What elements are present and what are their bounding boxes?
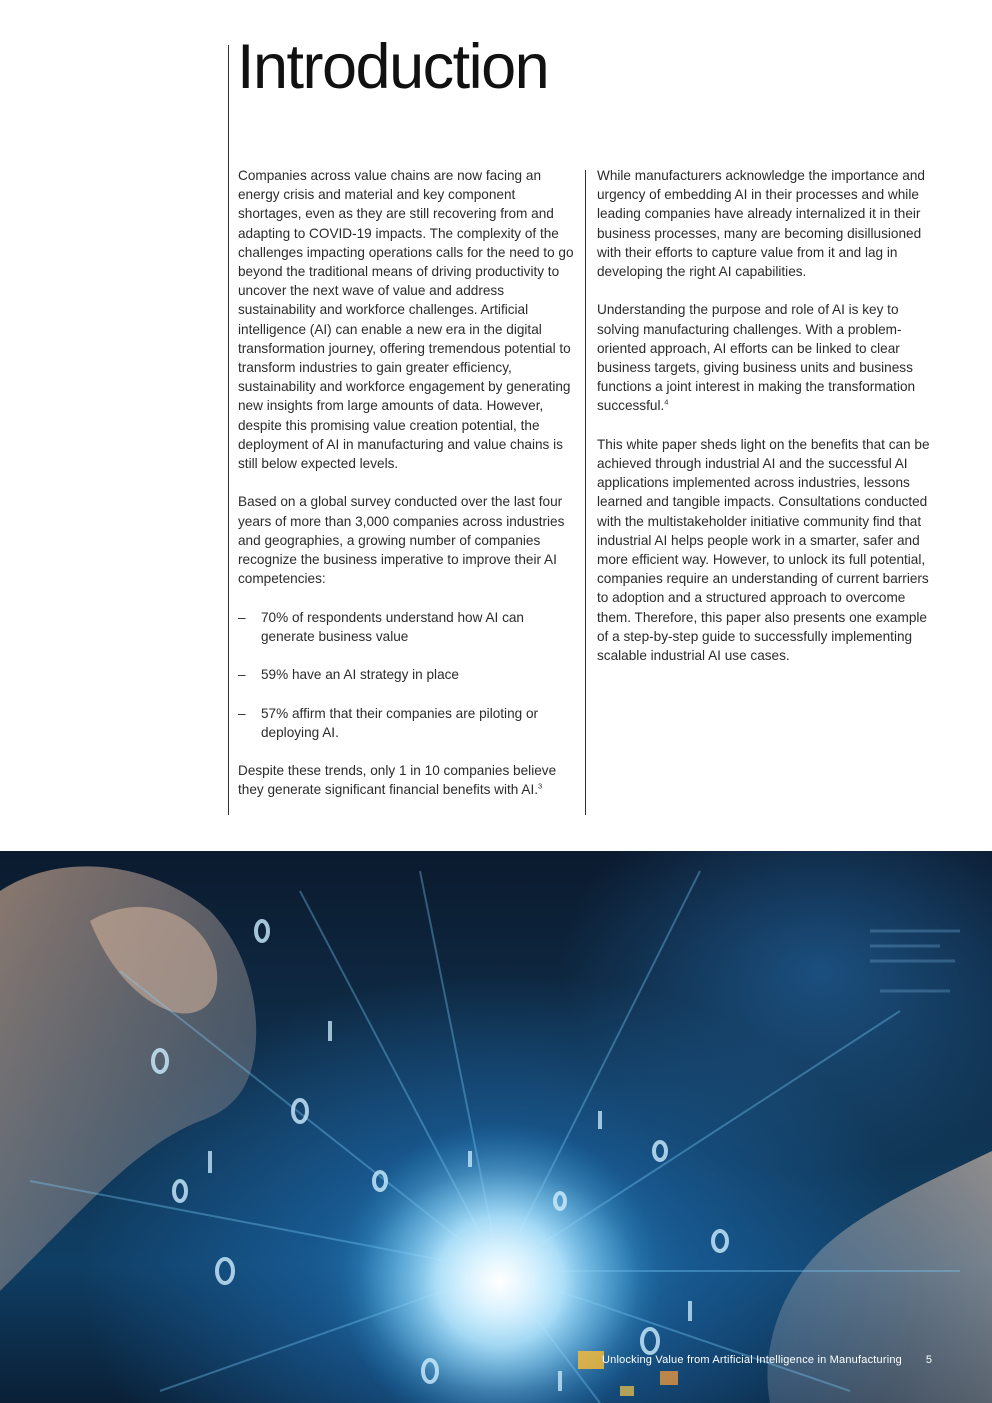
left-paragraph-3-text: Despite these trends, only 1 in 10 companies believe they generate significant financial benefits with AI. (238, 763, 557, 798)
footer-document-title: Unlocking Value from Artificial Intelligence in Manufacturing (602, 1354, 902, 1366)
bullet-text: 59% have an AI strategy in place (261, 667, 459, 683)
survey-bullet-list (238, 608, 578, 742)
left-paragraph-3 (238, 761, 578, 799)
right-column (597, 166, 937, 665)
footnote-3[interactable]: 3 (538, 781, 543, 791)
column-divider (585, 170, 586, 815)
left-column (238, 166, 578, 800)
right-paragraph-1: While manufacturers acknowledge the importance and urgency of embedding AI in their processes and while leading companies have already internalized it in their business processes, many are becoming disillusioned with their efforts to capture value from it and lag in developing the right AI capabilities. (597, 168, 925, 280)
footnote-4[interactable]: 4 (664, 397, 669, 407)
bullet-dash: – (238, 705, 246, 721)
bullet-text: 57% affirm that their companies are piloting or deploying AI. (261, 705, 539, 740)
right-paragraph-2-text: Understanding the purpose and role of AI is key to solving manufacturing challenges. With a problem-oriented approach, AI efforts can be linked to clear business targets, giving business units and business functions a joint interest in making the transformation successful. (597, 302, 916, 414)
list-item (238, 704, 578, 742)
bullet-dash: – (238, 609, 246, 625)
footer-page-number: 5 (925, 1354, 932, 1366)
bullet-dash: – (238, 667, 246, 683)
left-paragraph-2: Based on a global survey conducted over the last four years of more than 3,000 companies across industries and geographies, a growing number of companies recognize the business imperative to improve their AI competencies: (238, 494, 565, 587)
list-item (238, 608, 578, 646)
right-paragraph-3: This white paper sheds light on the benefits that can be achieved through industrial AI and the successful AI applications implemented across industries, lessons learned and tangible impacts. Consultations conducted with the multistakeholder initiative community find that industrial AI helps people work in a smarter, safer and more efficient way. However, to unlock its full potential, companies require an understanding of current barriers to adoption and a structured approach to overcome them. Therefore, this paper also presents one example of a step-by-step guide to successfully implementing scalable industrial AI use cases. (597, 436, 930, 664)
right-paragraph-2 (597, 300, 937, 415)
list-item (238, 665, 578, 684)
left-paragraph-1: Companies across value chains are now facing an energy crisis and material and key component shortages, even as they are still recovering from and adapting to COVID-19 impacts. The complexity of the challenges impacting operations calls for the need to go beyond the traditional means of driving productivity to uncover the next wave of value and address sustainability and workforce challenges. Artificial intelligence (AI) can enable a new era in the digital transformation journey, offering tremendous potential to transform industries to gain greater efficiency, sustainability and workforce engagement by generating new insights from large amounts of data. However, despite this promising value creation potential, the deployment of AI in manufacturing and value chains is still below expected levels. (238, 168, 574, 472)
ai-data-burst-illustration (0, 851, 992, 1403)
hero-image (0, 851, 992, 1403)
page-title: Introduction (237, 32, 549, 102)
title-vertical-rule (228, 45, 229, 815)
bullet-text: 70% of respondents understand how AI can generate business value (261, 609, 524, 644)
